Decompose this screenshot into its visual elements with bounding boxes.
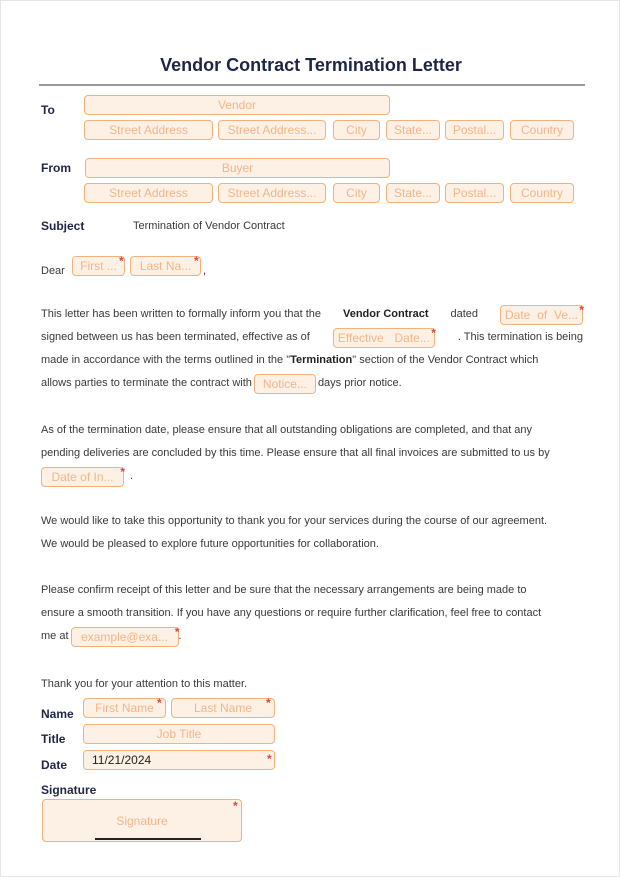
from-street-field[interactable]: Street Address <box>84 183 213 203</box>
greeting-last-name-field[interactable]: Last Na... <box>130 256 201 276</box>
paragraph-confirm-receipt <box>41 579 583 648</box>
effective-date-placeholder: Effective Date... <box>337 330 430 345</box>
para4-text: Please confirm receipt of this letter and be sure that the necessary arrangements are being made to <box>41 584 527 596</box>
required-star: * <box>194 254 199 268</box>
para1-text: This letter has been written to formally inform you that the <box>41 308 322 320</box>
para4-text: ensure a smooth transition. If you have any questions or require further clarification, feel free to contact <box>41 607 542 619</box>
from-postal-field[interactable]: Postal... <box>445 183 504 203</box>
from-buyer-field[interactable]: Buyer <box>85 158 390 178</box>
para3-text: We would like to take this opportunity to thank you for your services during the course of our agreement. <box>41 515 548 527</box>
subject-label: Subject <box>41 219 85 233</box>
signature-pad[interactable]: Signature <box>42 799 242 842</box>
para1-text: dated <box>450 308 479 320</box>
signer-last-name-field[interactable]: Last Name <box>171 698 275 718</box>
para1-text: allows parties to terminate the contract with <box>41 377 252 389</box>
required-star: * <box>119 254 124 268</box>
para2-text: . <box>130 470 134 482</box>
para1-text: made in accordance with the terms outlined in the " <box>41 354 291 366</box>
greeting-first-name-field[interactable]: First ... <box>72 256 125 276</box>
to-state-field[interactable]: State... <box>386 120 440 140</box>
required-star: * <box>579 302 584 317</box>
invoice-date-placeholder: Date of In... <box>51 469 114 484</box>
paragraph-termination-notice <box>41 303 583 395</box>
signature-label: Signature <box>41 783 97 797</box>
subject-value: Termination of Vendor Contract <box>133 220 285 232</box>
to-postal-field[interactable]: Postal... <box>445 120 504 140</box>
signature-line <box>95 838 201 840</box>
page-title: Vendor Contract Termination Letter <box>160 55 462 75</box>
to-vendor-field[interactable]: Vendor <box>84 95 390 115</box>
paragraph-thanks <box>41 510 583 556</box>
title-label: Title <box>41 732 66 746</box>
required-star: * <box>266 696 271 710</box>
required-star: * <box>233 799 238 813</box>
name-label: Name <box>41 707 74 721</box>
from-country-field[interactable]: Country <box>510 183 574 203</box>
para1-text: days prior notice. <box>317 377 402 389</box>
para4-text: me at <box>41 630 69 642</box>
dear-text: Dear <box>41 265 65 277</box>
paragraph-obligations <box>41 419 583 488</box>
contract-date-field[interactable] <box>500 302 584 325</box>
job-title-field[interactable]: Job Title <box>83 724 275 744</box>
required-star: * <box>431 325 436 340</box>
to-city-field[interactable]: City <box>333 120 380 140</box>
invoice-date-field[interactable] <box>41 464 125 487</box>
para2-text: As of the termination date, please ensure that all outstanding obligations are completed, and that any <box>41 424 533 436</box>
email-placeholder: example@exa... <box>81 629 168 644</box>
para1-text: signed between us has been terminated, effective as of <box>41 331 310 343</box>
para2-text: pending deliveries are concluded by this time. Please ensure that all final invoices are submitted to us by <box>41 447 550 459</box>
to-street2-field[interactable]: Street Address... <box>218 120 326 140</box>
required-star: * <box>174 624 180 639</box>
closing-text: Thank you for your attention to this matter. <box>41 678 248 690</box>
notice-placeholder: Notice... <box>262 376 307 391</box>
effective-date-field[interactable] <box>333 325 436 348</box>
para3-text: We would be pleased to explore future opportunities for collaboration. <box>41 538 379 550</box>
required-star: * <box>157 696 162 710</box>
contract-date-placeholder: Date of Ve... <box>505 307 578 322</box>
notice-period-field[interactable] <box>254 374 316 394</box>
signer-first-name-field[interactable]: First Name <box>83 698 166 718</box>
sign-date-field[interactable]: 11/21/2024 <box>83 750 275 770</box>
from-state-field[interactable]: State... <box>386 183 440 203</box>
para4-text: . <box>178 630 182 642</box>
from-city-field[interactable]: City <box>333 183 380 203</box>
termination-bold: Termination <box>290 354 353 366</box>
from-street2-field[interactable]: Street Address... <box>218 183 326 203</box>
date-label: Date <box>41 758 68 772</box>
required-star: * <box>120 464 125 479</box>
email-field[interactable] <box>71 624 180 647</box>
para1-text: " section of the Vendor Contract which <box>352 354 539 366</box>
greeting-comma: , <box>203 265 207 277</box>
required-star: * <box>267 752 272 766</box>
vendor-contract-bold: Vendor Contract <box>342 308 429 320</box>
to-street-field[interactable]: Street Address <box>84 120 213 140</box>
to-label: To <box>41 103 55 117</box>
from-label: From <box>41 161 71 175</box>
title-divider <box>39 84 585 86</box>
to-country-field[interactable]: Country <box>510 120 574 140</box>
para1-text: . This termination is being <box>457 331 583 343</box>
